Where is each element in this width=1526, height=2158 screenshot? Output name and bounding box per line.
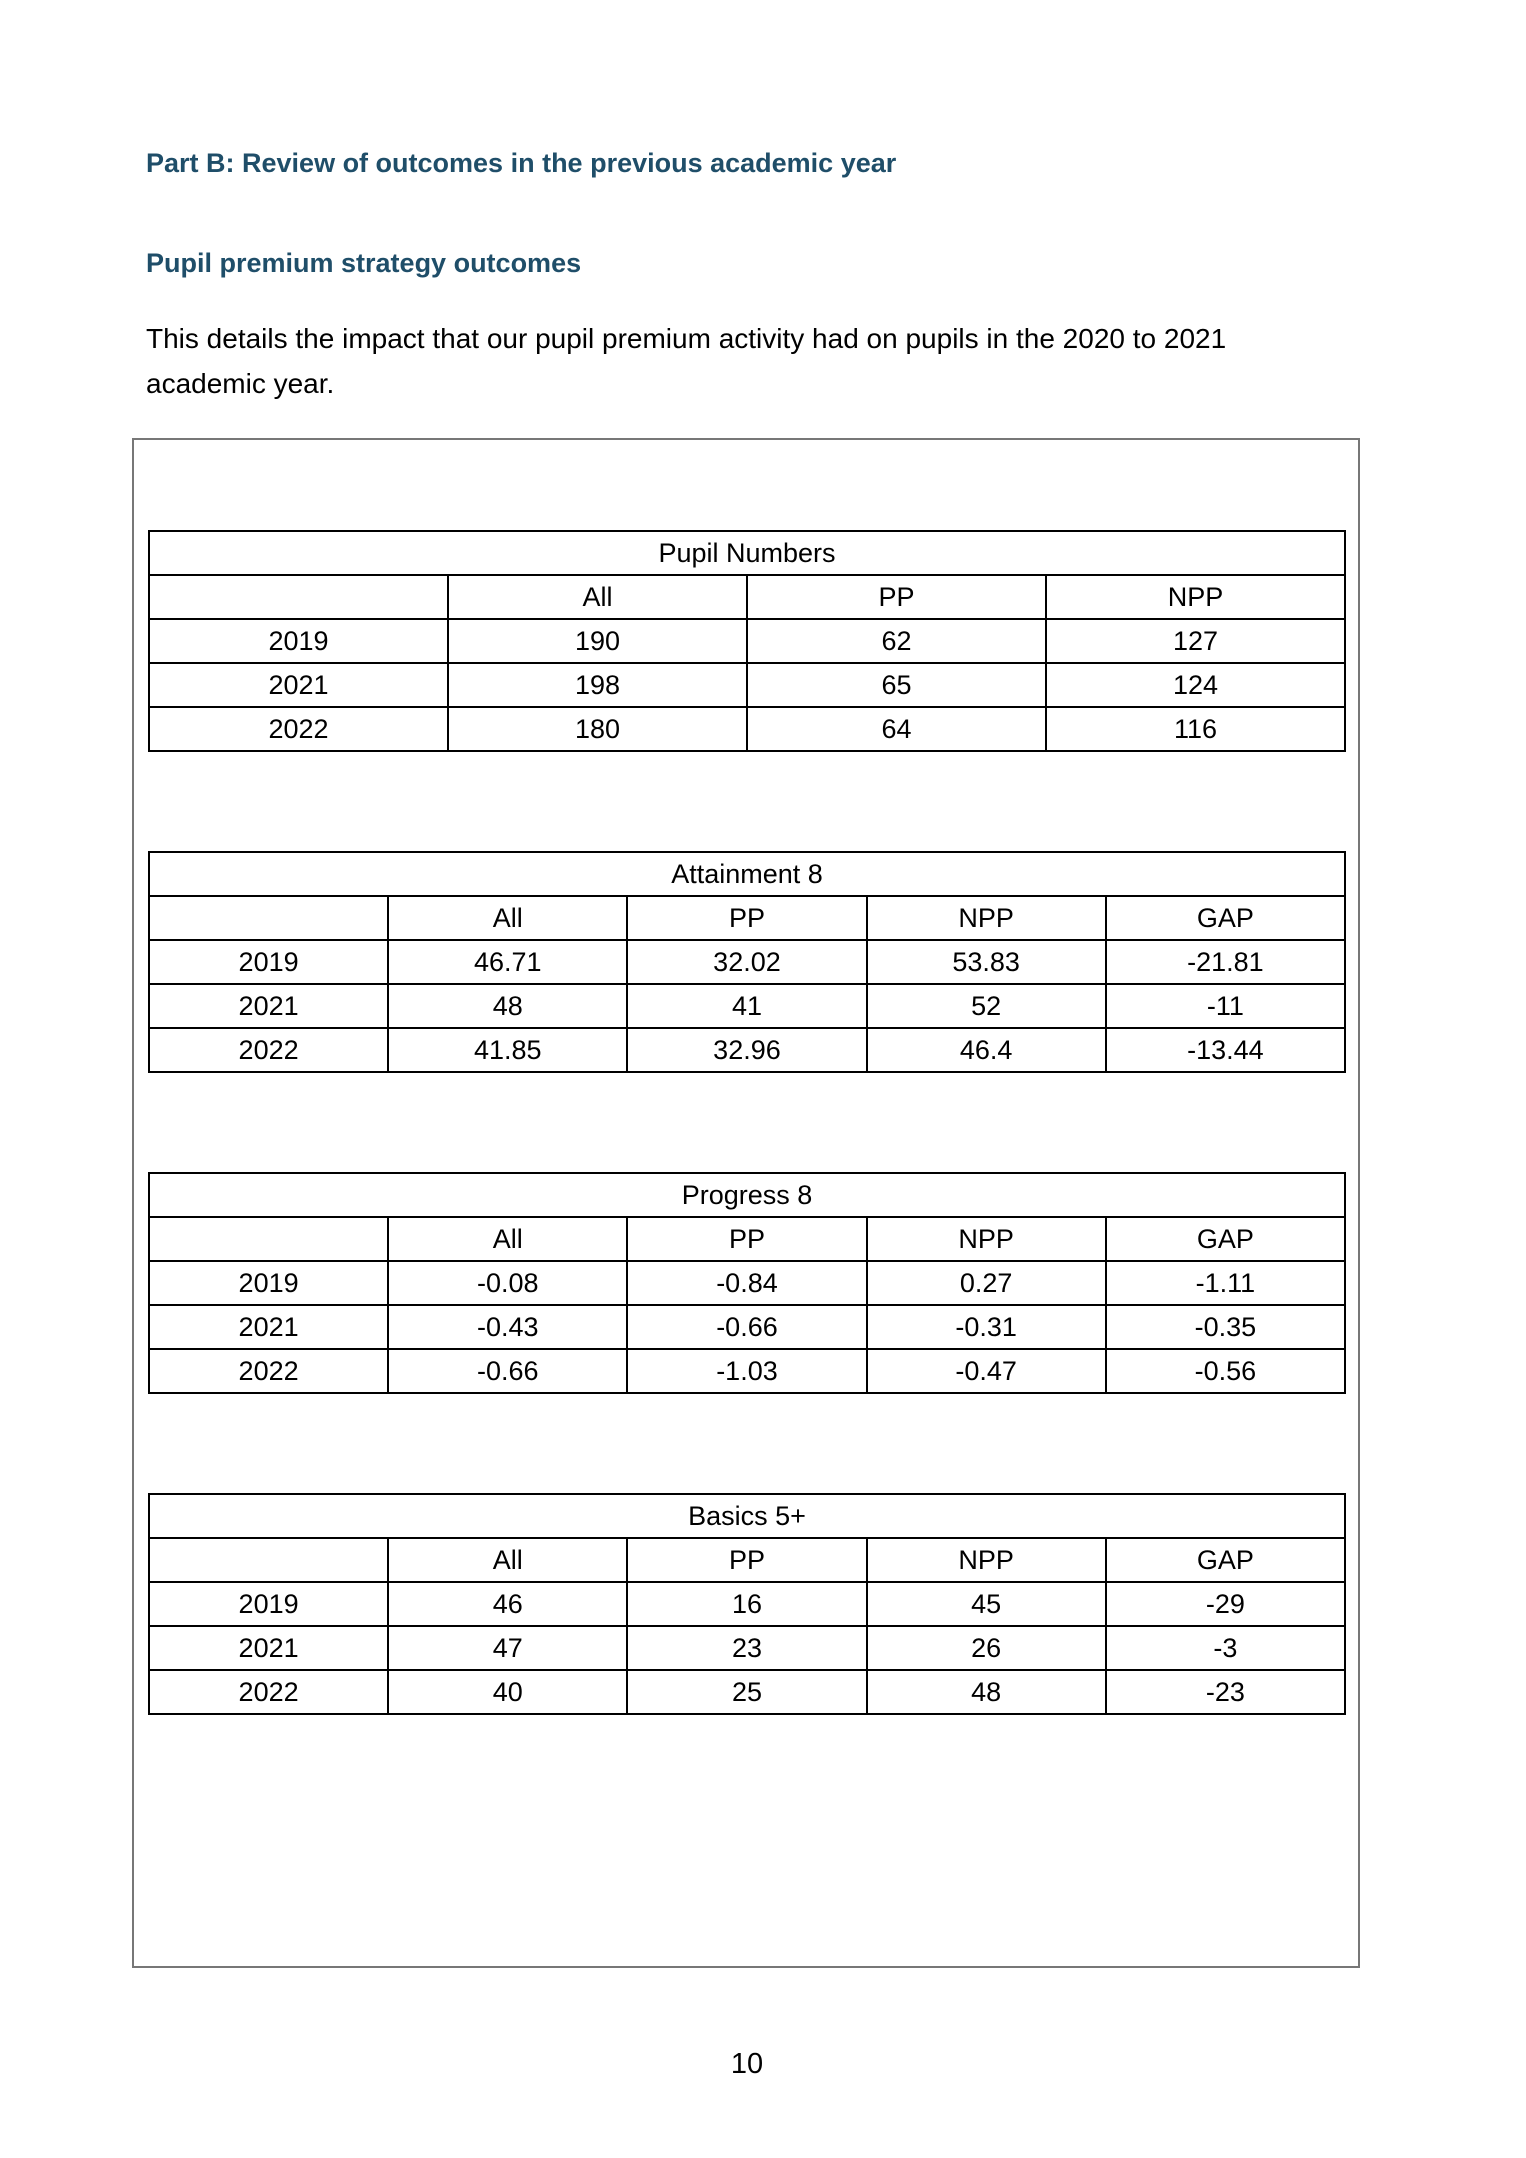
- value-cell: -0.66: [627, 1305, 866, 1349]
- value-cell: 47: [388, 1626, 627, 1670]
- value-cell: 46.4: [867, 1028, 1106, 1072]
- table-row: [149, 1305, 1345, 1349]
- progress-8-table: [148, 1172, 1346, 1394]
- year-cell: 2022: [149, 1349, 388, 1393]
- value-cell: 32.96: [627, 1028, 866, 1072]
- attainment-8-table: [148, 851, 1346, 1073]
- table-row: [149, 1626, 1345, 1670]
- table-row: [149, 707, 1345, 751]
- value-cell: 127: [1046, 619, 1345, 663]
- value-cell: 52: [867, 984, 1106, 1028]
- value-cell: 65: [747, 663, 1046, 707]
- table-row: [149, 619, 1345, 663]
- header-cell: GAP: [1106, 1217, 1345, 1261]
- year-cell: 2021: [149, 984, 388, 1028]
- header-cell: NPP: [867, 1217, 1106, 1261]
- header-cell: All: [388, 1538, 627, 1582]
- table-row: [149, 663, 1345, 707]
- value-cell: 62: [747, 619, 1046, 663]
- header-cell: [149, 1538, 388, 1582]
- year-cell: 2021: [149, 1626, 388, 1670]
- value-cell: -0.43: [388, 1305, 627, 1349]
- value-cell: 46.71: [388, 940, 627, 984]
- section-title: Pupil premium strategy outcomes: [146, 248, 582, 278]
- value-cell: -0.84: [627, 1261, 866, 1305]
- basics-5-table: [148, 1493, 1346, 1715]
- value-cell: -0.08: [388, 1261, 627, 1305]
- header-cell: PP: [627, 1538, 866, 1582]
- value-cell: -13.44: [1106, 1028, 1345, 1072]
- value-cell: 40: [388, 1670, 627, 1714]
- value-cell: -3: [1106, 1626, 1345, 1670]
- value-cell: -0.56: [1106, 1349, 1345, 1393]
- intro-line-1: This details the impact that our pupil premium activity had on pupils in the 2020 to 2021: [146, 323, 1227, 354]
- header-cell: NPP: [1046, 575, 1345, 619]
- value-cell: 48: [867, 1670, 1106, 1714]
- pupil-numbers-table: [148, 530, 1346, 752]
- value-cell: 25: [627, 1670, 866, 1714]
- header-cell: NPP: [867, 1538, 1106, 1582]
- header-cell: NPP: [867, 896, 1106, 940]
- table-row: [149, 984, 1345, 1028]
- table-title-row: [149, 1494, 1345, 1538]
- value-cell: -21.81: [1106, 940, 1345, 984]
- value-cell: -1.03: [627, 1349, 866, 1393]
- value-cell: 0.27: [867, 1261, 1106, 1305]
- table-title-row: [149, 852, 1345, 896]
- year-cell: 2019: [149, 619, 448, 663]
- value-cell: 116: [1046, 707, 1345, 751]
- value-cell: 26: [867, 1626, 1106, 1670]
- table-title: Basics 5+: [149, 1494, 1345, 1538]
- table-header-row: [149, 896, 1345, 940]
- value-cell: 41: [627, 984, 866, 1028]
- value-cell: -0.66: [388, 1349, 627, 1393]
- value-cell: -0.35: [1106, 1305, 1345, 1349]
- value-cell: -29: [1106, 1582, 1345, 1626]
- table-title: Progress 8: [149, 1173, 1345, 1217]
- header-cell: PP: [747, 575, 1046, 619]
- table-title-row: [149, 531, 1345, 575]
- header-cell: [149, 575, 448, 619]
- year-cell: 2019: [149, 1582, 388, 1626]
- year-cell: 2019: [149, 940, 388, 984]
- table-row: [149, 1582, 1345, 1626]
- year-cell: 2022: [149, 707, 448, 751]
- header-cell: PP: [627, 896, 866, 940]
- value-cell: 64: [747, 707, 1046, 751]
- value-cell: -0.31: [867, 1305, 1106, 1349]
- header-cell: PP: [627, 1217, 866, 1261]
- value-cell: 16: [627, 1582, 866, 1626]
- value-cell: 198: [448, 663, 747, 707]
- value-cell: 48: [388, 984, 627, 1028]
- year-cell: 2021: [149, 663, 448, 707]
- table-row: [149, 1349, 1345, 1393]
- value-cell: 124: [1046, 663, 1345, 707]
- table-header-row: [149, 1538, 1345, 1582]
- table-row: [149, 1261, 1345, 1305]
- year-cell: 2022: [149, 1670, 388, 1714]
- value-cell: 32.02: [627, 940, 866, 984]
- value-cell: 41.85: [388, 1028, 627, 1072]
- part-title: Part B: Review of outcomes in the previous academic year: [146, 148, 897, 178]
- value-cell: 180: [448, 707, 747, 751]
- table-header-row: [149, 1217, 1345, 1261]
- value-cell: -23: [1106, 1670, 1345, 1714]
- page-number: 10: [730, 2048, 764, 2080]
- value-cell: -1.11: [1106, 1261, 1345, 1305]
- header-cell: All: [388, 1217, 627, 1261]
- header-cell: GAP: [1106, 1538, 1345, 1582]
- year-cell: 2021: [149, 1305, 388, 1349]
- header-cell: [149, 1217, 388, 1261]
- table-row: [149, 940, 1345, 984]
- table-title: Attainment 8: [149, 852, 1345, 896]
- intro-paragraph: [146, 316, 1346, 406]
- table-row: [149, 1028, 1345, 1072]
- table-row: [149, 1670, 1345, 1714]
- value-cell: -0.47: [867, 1349, 1106, 1393]
- year-cell: 2019: [149, 1261, 388, 1305]
- value-cell: 53.83: [867, 940, 1106, 984]
- header-cell: All: [388, 896, 627, 940]
- header-cell: GAP: [1106, 896, 1345, 940]
- year-cell: 2022: [149, 1028, 388, 1072]
- header-cell: All: [448, 575, 747, 619]
- value-cell: 45: [867, 1582, 1106, 1626]
- table-title-row: [149, 1173, 1345, 1217]
- value-cell: 190: [448, 619, 747, 663]
- table-title: Pupil Numbers: [149, 531, 1345, 575]
- header-cell: [149, 896, 388, 940]
- value-cell: 23: [627, 1626, 866, 1670]
- table-header-row: [149, 575, 1345, 619]
- value-cell: 46: [388, 1582, 627, 1626]
- value-cell: -11: [1106, 984, 1345, 1028]
- intro-line-2: academic year.: [146, 368, 335, 399]
